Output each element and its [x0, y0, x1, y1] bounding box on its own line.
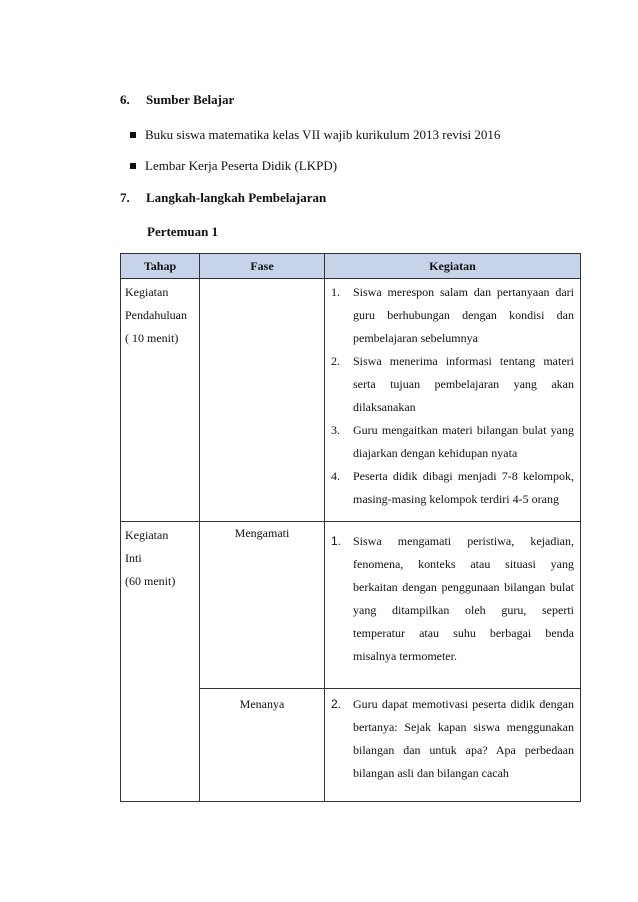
- step-text: Peserta didik dibagi menjadi 7-8 kelompok, masing-masing kelompok terdiri 4-5 orang: [353, 469, 574, 506]
- step-text: Siswa menerima informasi tentang materi serta tujuan pembelajaran yang akan dilaksanakan: [353, 354, 574, 414]
- section-heading-sumber-belajar: [120, 92, 234, 108]
- step-text: Siswa mengamati peristiwa, kejadian, fenomena, konteks atau situasi yang berkaitan dengan penggunaan bilangan bulat yang ditampilkan oleh guru, seperti temperatur atau suhu berbagai benda misalnya termometer.: [353, 534, 574, 663]
- step-number: 2.: [331, 354, 340, 368]
- tahap-line: Kegiatan: [125, 285, 169, 299]
- step-number: 4.: [331, 469, 340, 483]
- header-kegiatan: Kegiatan: [325, 254, 581, 279]
- kegiatan-cell: [325, 522, 581, 689]
- list-item: [331, 693, 574, 785]
- tahap-line: ( 10 menit): [125, 331, 179, 345]
- section-number: 6.: [120, 92, 130, 107]
- steps-list: [331, 693, 574, 785]
- step-number: 3.: [331, 423, 340, 437]
- section-number: 7.: [120, 190, 130, 205]
- step-text: Siswa merespon salam dan pertanyaan dari guru berhubungan dengan kondisi dan pembelajaran sebelumnya: [353, 285, 574, 345]
- section-title: Langkah-langkah Pembelajaran: [146, 190, 327, 205]
- step-number: 1.: [331, 534, 342, 548]
- tahap-cell: [121, 279, 200, 522]
- fase-cell: [200, 279, 325, 522]
- table-row-inti-mengamati: [121, 522, 581, 689]
- fase-cell: Menanya: [200, 689, 325, 802]
- lesson-steps-table: [120, 253, 581, 802]
- step-text: Guru dapat memotivasi peserta didik dengan bertanya: Sejak kapan siswa menggunakan bilangan dan untuk apa? Apa perbedaan bilangan asli dan bilangan cacah: [353, 697, 574, 780]
- tahap-line: Inti: [125, 551, 142, 565]
- steps-list: [331, 281, 574, 511]
- header-tahap: Tahap: [121, 254, 200, 279]
- bullet-text: Buku siswa matematika kelas VII wajib kurikulum 2013 revisi 2016: [145, 127, 501, 142]
- step-text: Guru mengaitkan materi bilangan bulat yang diajarkan dengan kehidupan nyata: [353, 423, 574, 460]
- steps-list: [331, 530, 574, 668]
- bullet-item: [130, 158, 337, 174]
- tahap-line: (60 menit): [125, 574, 176, 588]
- list-item: [331, 530, 574, 668]
- section-heading-langkah: [120, 190, 326, 206]
- meeting-label: Pertemuan 1: [147, 224, 219, 239]
- tahap-cell: [121, 522, 200, 802]
- kegiatan-cell: [325, 689, 581, 802]
- step-number: 1.: [331, 285, 340, 299]
- list-item: [331, 350, 574, 419]
- bullet-item: [130, 127, 500, 143]
- table-row-pendahuluan: [121, 279, 581, 522]
- fase-cell: Mengamati: [200, 522, 325, 689]
- list-item: [331, 465, 574, 511]
- kegiatan-cell: [325, 279, 581, 522]
- bullet-square-icon: [130, 163, 136, 169]
- section-title: Sumber Belajar: [146, 92, 235, 107]
- bullet-square-icon: [130, 132, 136, 138]
- bullet-text: Lembar Kerja Peserta Didik (LKPD): [145, 158, 338, 173]
- step-number: 2.: [331, 697, 342, 711]
- tahap-line: Kegiatan: [125, 528, 169, 542]
- tahap-line: Pendahuluan: [125, 308, 187, 322]
- list-item: [331, 419, 574, 465]
- table-header-row: [121, 254, 581, 279]
- header-fase: Fase: [200, 254, 325, 279]
- list-item: [331, 281, 574, 350]
